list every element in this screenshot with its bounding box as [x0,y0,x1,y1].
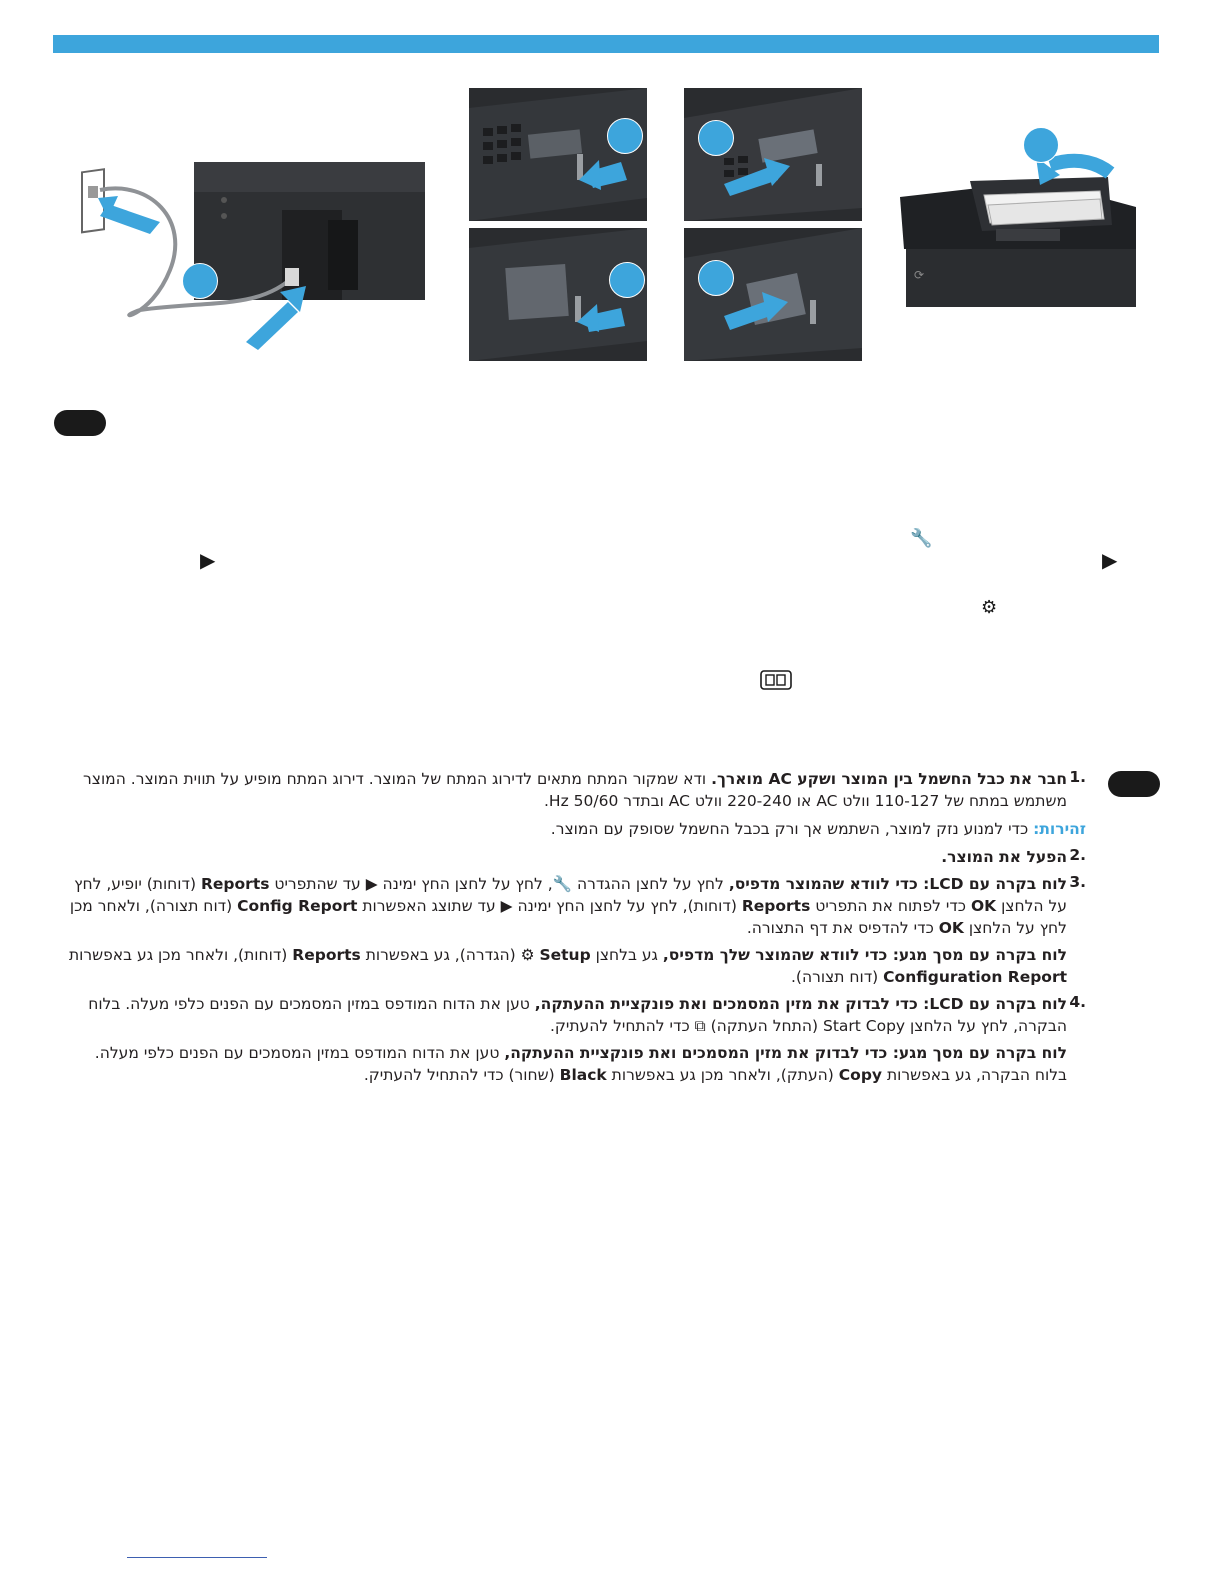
arrow-right-icon: ▶ [1102,548,1118,572]
step-1-body: ודא שמקור המתח מתאים לדירוג המתח של המוצר. דירוג המתח מופיע על תווית המוצר. המוצר משתמש במתח של 110-127 וולט AC או 220-240 וולט AC ובתדר 50/60 Hz. [83,770,1067,810]
step-badge [607,118,643,154]
step-3-part: (דוח תצורה), ולאחר מכן לחץ על הלחצן [69,897,1067,937]
ok-label: OK [938,919,964,937]
step-3-part: (דוחות) יופיע, לחץ על הלחצן [74,875,1067,915]
language-tab-right [1108,771,1160,797]
svg-text:⟳: ⟳ [914,268,925,282]
step-3-touch-part: (הגדרה), גע באפשרות [365,946,516,964]
step-3-text [57,873,1067,939]
step-2-title: הפעל את המוצר. [941,848,1067,866]
step-3-part: עד שתוצג האפשרות [362,897,496,915]
step-3-part: עד שהתפריט [274,875,361,893]
step-3-part: לחץ על לחצן ההגדרה [576,875,724,893]
caution-text [56,818,1086,840]
start-copy-icon [760,670,792,690]
arrow-right-icon: ▶ [500,897,513,915]
start-copy-icon: ⧉ [694,1017,706,1035]
step-badge [1023,127,1059,163]
touchscreen-closeup-photo [684,228,862,361]
footer-rule [127,1557,267,1558]
step-3-touch-text [57,944,1067,988]
step-3-part: כדי להדפיס את דף התצורה. [746,919,934,937]
step-badge [182,263,218,299]
step-badge [698,260,734,296]
copy-label: Copy [838,1066,883,1084]
reports-label: Reports [200,875,270,893]
header-accent-bar [53,35,1159,53]
power-cable-illustration [70,160,425,350]
reports-label: Reports [741,897,811,915]
lcd-panel-photo [469,88,647,221]
step-1-title: חבר את כבל החשמל בין המוצר ושקע AC מוארך. [711,770,1067,788]
setup-icon: ⚙ [520,946,535,964]
step-3-part: כדי לפתוח את התפריט [815,897,967,915]
document-feeder-illustration [900,125,1140,307]
touchscreen-panel-photo [469,228,647,361]
caution-label: זהירות: [1033,820,1086,838]
ok-label: OK [970,897,997,915]
step-4-part: טען את הדוח המודפס במזין המסמכים עם הפנים כלפי מעלה. בלוח הבקרה, לחץ על הלחצן [88,995,1067,1035]
step-number: 2. [1069,846,1086,864]
step-number: 3. [1069,873,1086,891]
wrench-icon: 🔧 [552,875,572,893]
step-1-text [57,768,1067,812]
step-4-touch-title: לוח בקרה עם מסך מגע: כדי לבדוק את מזין המסמכים ואת פונקציית ההעתקה, [504,1044,1067,1062]
configuration-report-label: Configuration Report [883,968,1067,986]
step-4-touch-text [67,1042,1067,1086]
step-number: 1. [1069,768,1086,786]
arrow-right-icon: ▶ [200,548,216,572]
step-4-part: (התחל העתקה) [710,1017,819,1035]
step-badge [698,120,734,156]
step-2-text [37,846,1067,868]
step-number: 4. [1069,993,1086,1011]
step-badge [609,262,645,298]
caution-body: כדי למנוע נזק למוצר, השתמש אך ורק בכבל החשמל שסופק עם המוצר. [550,820,1029,838]
black-label: Black [559,1066,607,1084]
step-3-touch-part: (דוח תצורה). [790,968,879,986]
wrench-icon: 🔧 [910,528,933,549]
step-4-touch-part: (העתק), ולאחר מכן גע באפשרות [611,1066,834,1084]
step-3-touch-part: (דוחות), ולאחר מכן גע באפשרות [68,946,288,964]
reports-label: Reports [292,946,361,964]
step-3-part: , לחץ על לחצן החץ ימינה [382,875,553,893]
step-3-touch-part: גע בלחצן [595,946,658,964]
step-3-touch-title: לוח בקרה עם מסך מגע: כדי לוודא שהמוצר שלך מדפיס, [662,946,1067,964]
setup-label: Setup [539,946,591,964]
step-4-text [67,993,1067,1037]
arrow-right-icon: ▶ [365,875,378,893]
step-4-touch-part: טען את הדוח המודפס במזין המסמכים עם הפנים כלפי מעלה. בלוח הבקרה, גע באפשרות [94,1044,1067,1084]
step-4-title: לוח בקרה עם LCD: כדי לבדוק את מזין המסמכים ואת פונקציית ההעתקה, [534,995,1067,1013]
start-copy-label: Start Copy [822,1017,906,1035]
setup-icon: ⚙ [981,597,998,618]
step-4-touch-part: (שחור) כדי להתחיל להעתיק. [363,1066,555,1084]
step-3-title: לוח בקרה עם LCD: כדי לוודא שהמוצר מדפיס, [728,875,1067,893]
step-4-part: כדי להתחיל להעתיק. [549,1017,690,1035]
lcd-panel-closeup-photo [684,88,862,221]
config-report-label: Config Report [237,897,358,915]
step-3-part: (דוחות), לחץ על לחצן החץ ימינה [517,897,737,915]
language-tab-left [54,410,106,436]
